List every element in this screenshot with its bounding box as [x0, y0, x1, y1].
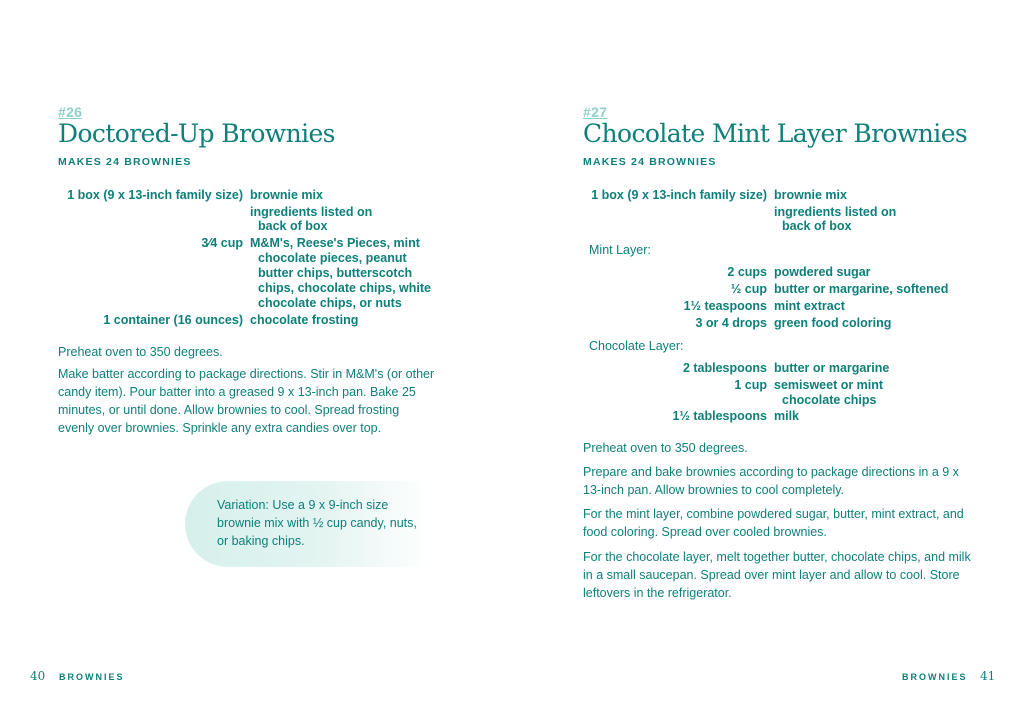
ingredient-item: chocolate chips, or nuts	[258, 296, 402, 310]
right-page	[512, 0, 1024, 707]
recipe-title: Doctored-Up Brownies	[58, 119, 335, 148]
ingredient-amount: 1 box (9 x 13-inch family size)	[591, 188, 767, 202]
instruction-paragraph: Preheat oven to 350 degrees.	[58, 345, 223, 359]
ingredient-item: chocolate pieces, peanut	[258, 251, 407, 265]
ingredient-amount: 3⁄4 cup	[201, 236, 243, 250]
ingredient-item: ingredients listed on	[774, 205, 897, 219]
ingredient-item: chocolate frosting	[250, 313, 359, 327]
ingredient-item: chocolate chips	[782, 393, 877, 407]
ingredient-amount: ½ cup	[730, 282, 767, 296]
instruction-paragraph: Make batter according to package directions. Stir in M&M's (or other candy item). Pour batter into a greased 9 x 13-inch pan. Bake 25 minutes, or until done. Allow brownies to cool. Spread frosting evenly over brownies. Sprinkle any extra candies over top.	[58, 367, 435, 435]
ingredient-item: chips, chocolate chips, white	[258, 281, 431, 295]
ingredient-amount: 1½ tablespoons	[672, 409, 767, 423]
recipe-yield: MAKES 24 BROWNIES	[583, 156, 717, 168]
chocolate-layer-label: Chocolate Layer:	[589, 339, 684, 353]
ingredient-amount: 1½ teaspoons	[683, 299, 767, 313]
recipe-number: #27	[583, 104, 608, 120]
ingredient-item: M&M's, Reese's Pieces, mint	[250, 236, 420, 250]
ingredient-item: milk	[774, 409, 800, 423]
instruction-paragraph: Preheat oven to 350 degrees.	[583, 441, 748, 455]
instruction-paragraph: For the chocolate layer, melt together butter, chocolate chips, and milk in a small saucepan. Spread over mint layer and allow to cool. Store leftovers in the refrigerator.	[583, 550, 971, 600]
instruction-paragraph: Prepare and bake brownies according to package directions in a 9 x 13-inch pan. Allow brownies to cool completely.	[583, 465, 959, 497]
instruction-paragraph: For the mint layer, combine powdered sugar, butter, mint extract, and food coloring. Spread over cooled brownies.	[583, 507, 964, 539]
ingredient-item: semisweet or mint	[774, 378, 884, 392]
ingredient-amount: 2 tablespoons	[682, 361, 767, 375]
section-label: BROWNIES	[59, 672, 125, 682]
ingredient-item: back of box	[258, 219, 328, 233]
mint-layer-label: Mint Layer:	[589, 243, 651, 257]
ingredient-item: green food coloring	[774, 316, 892, 330]
variation-callout	[185, 481, 430, 567]
section-label: BROWNIES	[902, 672, 968, 682]
ingredient-item: butter or margarine	[774, 361, 890, 375]
page-number: 41	[980, 669, 996, 683]
recipe-title: Chocolate Mint Layer Brownies	[583, 119, 968, 148]
ingredient-item: powdered sugar	[774, 265, 871, 279]
ingredient-amount: 3 or 4 drops	[695, 316, 767, 330]
ingredient-amount: 2 cups	[727, 265, 767, 279]
ingredient-item: butter chips, butterscotch	[258, 266, 413, 280]
ingredient-item: brownie mix	[774, 188, 847, 202]
page-number: 40	[30, 669, 46, 683]
recipe-yield: MAKES 24 BROWNIES	[58, 156, 192, 168]
ingredient-item: brownie mix	[250, 188, 323, 202]
ingredient-item: mint extract	[774, 299, 845, 313]
recipe-number: #26	[58, 104, 83, 120]
ingredient-amount: 1 cup	[734, 378, 767, 392]
ingredient-amount: 1 box (9 x 13-inch family size)	[67, 188, 243, 202]
ingredient-item: butter or margarine, softened	[774, 282, 949, 296]
ingredient-amount: 1 container (16 ounces)	[103, 313, 243, 327]
variation-text: Variation: Use a 9 x 9-inch size brownie mix with ½ cup candy, nuts, or baking chips.	[217, 498, 417, 548]
ingredient-item: ingredients listed on	[250, 205, 373, 219]
ingredient-item: back of box	[782, 219, 852, 233]
